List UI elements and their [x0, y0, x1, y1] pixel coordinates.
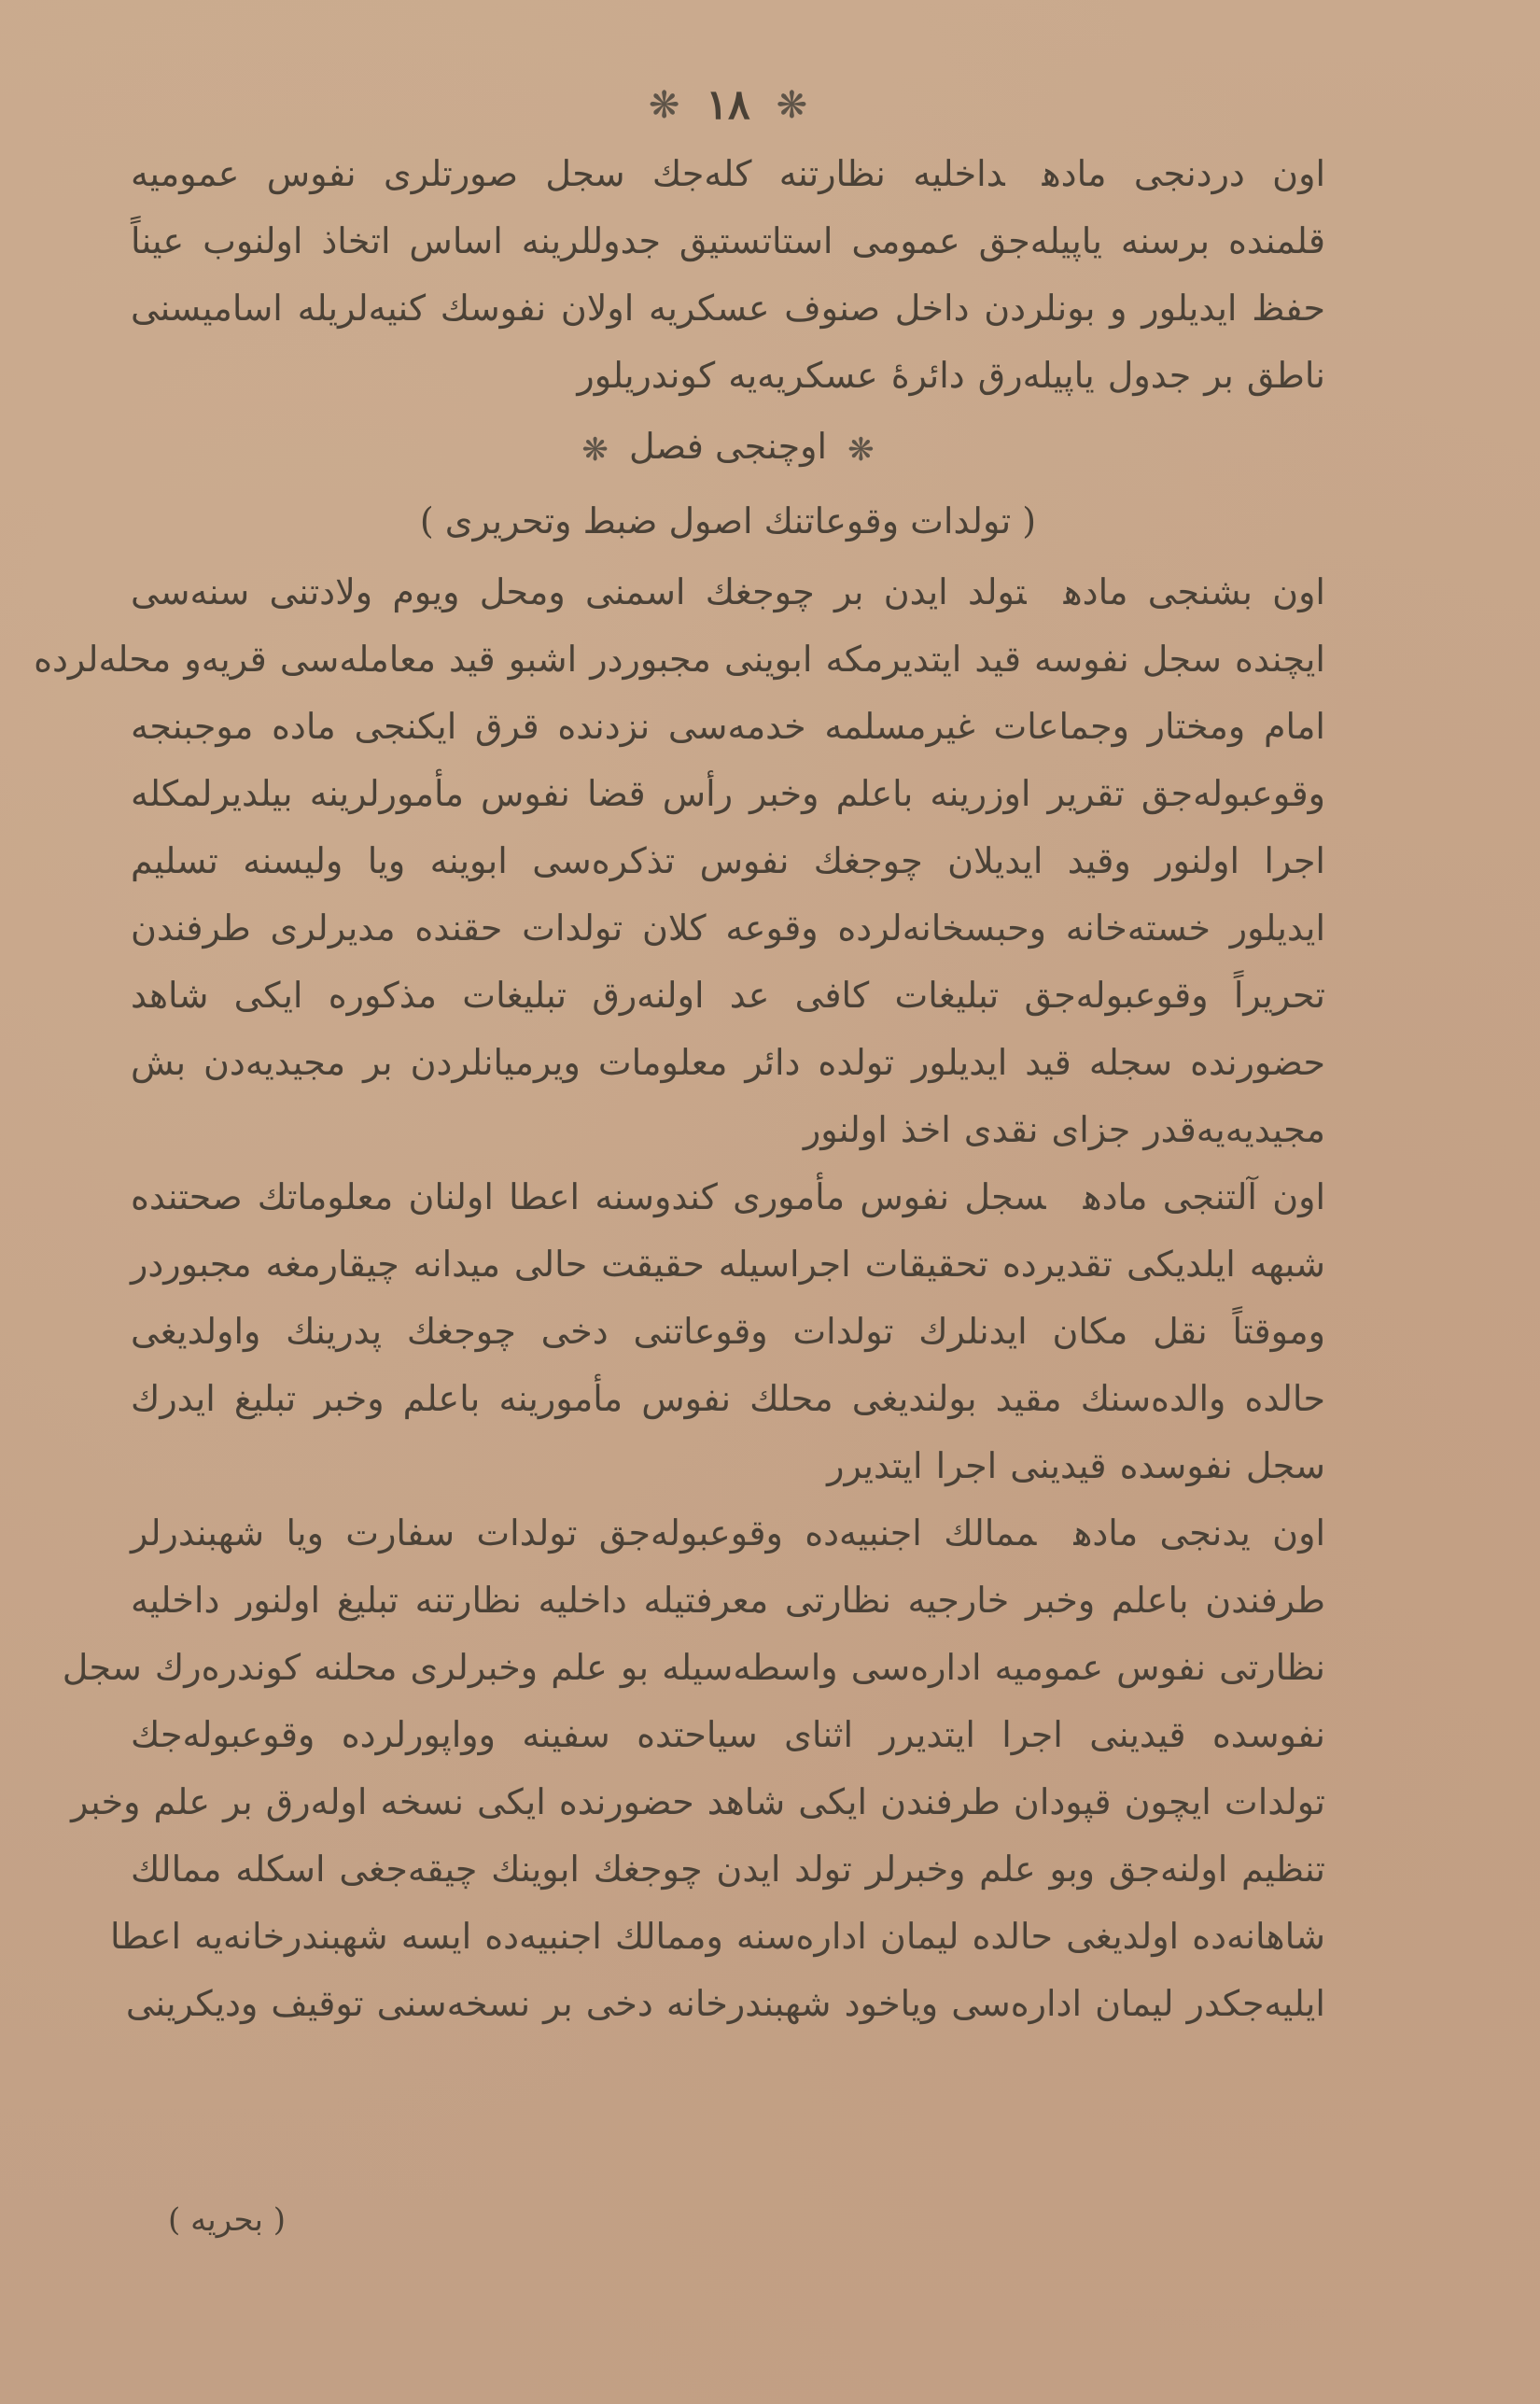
ornament-star-icon: ❋ [847, 430, 875, 469]
text-line: تولدات ایچون قپودان طرفندن ایکی شاهد حضورنده ایکی نسخه اوله‌رق بر علم وخبر [71, 1781, 1325, 1822]
article-label: اون بشنجی ماده [1063, 571, 1325, 612]
text-line: نظارتی نفوس عمومیه اداره‌سی واسطه‌سیله بو علم وخبرلری محلنه کوندره‌رك سجل [62, 1647, 1325, 1688]
text-line: امام ومختار وجماعات غیرمسلمه خدمه‌سی نزدنده قرق ایکنجی ماده موجبنجه [131, 706, 1325, 747]
text-line: اجرا اولنور وقید ایدیلان چوجغك نفوس تذکره‌سی ابوینه ویا ولیسنه تسلیم [131, 840, 1325, 881]
text-line: ناطق بر جدول یاپیله‌رق دائرهٔ عسکریه‌یه کوندریلور [577, 355, 1325, 396]
text-line: طرفندن باعلم وخبر خارجیه نظارتی معرفتیله داخلیه نظارتنه تبلیغ اولنور داخلیه [131, 1580, 1325, 1621]
text-line: وموقتاً نقل مکان ایدنلرك تولدات وقوعاتنی دخی چوجغك پدرینك واولدیغی [131, 1311, 1325, 1352]
section-title-text: اوچنجی فصل [628, 426, 828, 467]
article-16 [131, 1163, 1325, 1499]
ornament-star-icon: ❋ [776, 83, 808, 127]
text-line: ایچنده سجل نفوسه قید ایتدیرمکه ابوینی مجبوردر اشبو قید معامله‌سی قریه‌و محله‌لرده [34, 639, 1325, 680]
text-line: وقوعبوله‌جق تقریر اوزرینه باعلم وخبر رأس قضا نفوس مأمورلرینه بیلدیرلمکله [131, 773, 1325, 814]
text-line: مجیدیه‌یه‌قدر جزای نقدی اخذ اولنور [803, 1109, 1325, 1150]
page-number: ١٨ [706, 80, 750, 129]
section-subtitle: ( تولدات وقوعاتنك اصول ضبط وتحریری ) [419, 500, 1037, 541]
article-label: اون دردنجی ماده [1042, 153, 1325, 194]
catchword: ( بحریه ) [168, 2201, 287, 2239]
text-line: شاهانه‌ده اولدیغی حالده لیمان اداره‌سنه وممالك اجنبیه‌ده ایسه شهبندرخانه‌یه اعطا [110, 1916, 1325, 1957]
text-line: اون بشنجی مادهتولد ایدن بر چوجغك اسمنی ومحل ویوم ولادتنی سنه‌سی [131, 571, 1325, 612]
section-title [131, 409, 1325, 484]
article-label: اون آلتنجی ماده [1083, 1176, 1326, 1217]
article-14 [131, 140, 1325, 409]
text-line: ایدیلور خسته‌خانه وحبسخانه‌لرده وقوعه کلان تولدات حقنده مدیرلری طرفندن [131, 907, 1325, 949]
ornament-star-icon: ❋ [648, 83, 680, 127]
page-header [131, 65, 1325, 140]
article-17 [62, 1499, 1325, 2037]
text-line: حفظ ایدیلور و بونلردن داخل صنوف عسکریه اولان نفوسك کنیه‌لریله اسامیسنی [131, 288, 1325, 329]
text-line: قلمنده برسنه یاپیله‌جق عمومی استاتستیق جدوللرینه اساس اتخاذ اولنوب عیناً [131, 220, 1325, 261]
text-line: تحریراً وقوعبوله‌جق تبلیغات کافی عد اولنه‌رق تبلیغات مذکوره ایکی شاهد [131, 975, 1325, 1016]
text-line: تنظیم اولنه‌جق وبو علم وخبرلر تولد ایدن چوجغك ابوینك چیقه‌جغی اسکله ممالك [131, 1849, 1325, 1890]
text-line: اون دردنجی مادهداخلیه نظارتنه کله‌جك سجل صورتلری نفوس عمومیه [131, 153, 1325, 194]
text-line: ایلیه‌جکدر لیمان اداره‌سی ویاخود شهبندرخانه دخی بر نسخه‌سنی توقیف ودیکرینی [125, 1983, 1325, 2024]
article-15 [34, 558, 1325, 1163]
text-line: اون یدنجی مادهممالك اجنبیه‌ده وقوعبوله‌جق تولدات سفارت ویا شهبندرلر [131, 1512, 1325, 1553]
text-line: نفوسده قیدینی اجرا ایتدیرر اثنای سیاحتده سفینه وواپورلرده وقوعبوله‌جك [131, 1714, 1325, 1755]
text-line: حضورنده سجله قید ایدیلور تولده دائر معلومات ویرمیانلردن بر مجیدیه‌دن بش [131, 1042, 1325, 1083]
text-line: شبهه ایلدیکی تقدیرده تحقیقات اجراسیله حقیقت حالی میدانه چیقارمغه مجبوردر [131, 1244, 1325, 1285]
text-line: سجل نفوسده قیدینی اجرا ایتدیرر [827, 1445, 1325, 1486]
text-line: حالده والده‌سنك مقید بولندیغی محلك نفوس مأمورینه باعلم وخبر تبلیغ ایدرك [131, 1378, 1325, 1419]
document-page [34, 65, 1326, 2037]
ornament-star-icon: ❋ [581, 430, 609, 469]
article-label: اون یدنجی ماده [1073, 1512, 1325, 1553]
text-line: اون آلتنجی مادهسجل نفوس مأموری کندوسنه اعطا اولنان معلوماتك صحتنده [131, 1176, 1326, 1217]
